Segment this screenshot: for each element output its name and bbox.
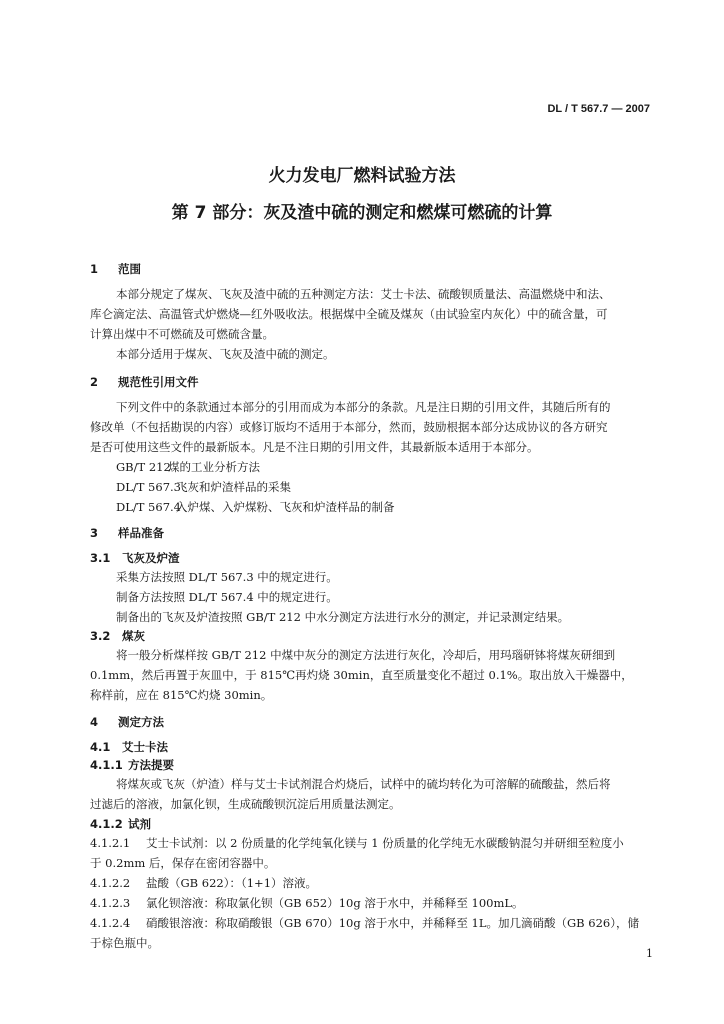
paragraph-line: 本部分规定了煤灰、飞灰及渣中硫的五种测定方法：艾士卡法、硫酸钡质量法、高温燃烧中和法、 bbox=[116, 287, 611, 301]
paragraph-line: 将煤灰或飞灰（炉渣）样与艾士卡试剂混合灼烧后，试样中的硫均转化为可溶解的硫酸盐，然后将 bbox=[116, 777, 611, 791]
clause-item: 4.1.2.1 艾士卡试剂：以 2 份质量的化学纯氧化镁与 1 份质量的化学纯无水碳酸钠混匀并研细至粒度小 bbox=[90, 836, 624, 850]
paragraph-line: 制备出的飞灰及炉渣按照 GB/T 212 中水分测定方法进行水分的测定，并记录测定结果。 bbox=[116, 610, 570, 624]
clause-item: 4.1.2.2 盐酸（GB 622）：（1+1）溶液。 bbox=[90, 876, 318, 890]
section-heading: 2 规范性引用文件 bbox=[90, 375, 199, 389]
section-heading: 3 样品准备 bbox=[90, 526, 164, 540]
reference-item: DL/T 567.3飞灰和炉渣样品的采集 bbox=[116, 480, 291, 494]
subsection-heading: 3.1 飞灰及炉渣 bbox=[90, 551, 180, 565]
paragraph-line: 采集方法按照 DL/T 567.3 中的规定进行。 bbox=[116, 570, 338, 584]
document-subtitle: 第 7 部分：灰及渣中硫的测定和燃煤可燃硫的计算 bbox=[171, 203, 553, 223]
reference-item: DL/T 567.4入炉煤、入炉煤粉、飞灰和炉渣样品的制备 bbox=[116, 500, 395, 514]
paragraph-line: 是否可使用这些文件的最新版本。凡是不注日期的引用文件，其最新版本适用于本部分。 bbox=[90, 440, 539, 454]
page-number: 1 bbox=[646, 947, 653, 960]
paragraph-line: 修改单（不包括勘误的内容）或修订版均不适用于本部分，然而，鼓励根据本部分达成协议的各方研究 bbox=[90, 420, 608, 434]
paragraph-line: 本部分适用于煤灰、飞灰及渣中硫的测定。 bbox=[116, 347, 335, 361]
paragraph-line: 于 0.2mm 后，保存在密闭容器中。 bbox=[90, 856, 276, 870]
subsection-heading: 3.2 煤灰 bbox=[90, 629, 145, 643]
subsection-heading: 4.1 艾士卡法 bbox=[90, 740, 168, 754]
paragraph-line: 称样前，应在 815℃灼烧 30min。 bbox=[90, 688, 273, 702]
paragraph-line: 计算出煤中不可燃硫及可燃硫含量。 bbox=[90, 327, 274, 341]
document-title: 火力发电厂燃料试验方法 bbox=[268, 166, 456, 186]
clause-item: 4.1.2.4 硝酸银溶液：称取硝酸银（GB 670）10g 溶于水中，并稀释至 1L。加几滴硝酸（GB 626），储 bbox=[90, 916, 639, 930]
section-heading: 1 范围 bbox=[90, 262, 141, 276]
subsection-heading: 4.1.1 方法提要 bbox=[90, 758, 174, 772]
paragraph-line: 0.1mm，然后再置于灰皿中，于 815℃再灼烧 30min，直至质量变化不超过 0.1%。取出放入干燥器中， bbox=[90, 668, 633, 682]
clause-item: 4.1.2.3 氯化钡溶液：称取氯化钡（GB 652）10g 溶于水中，并稀释至 100mL。 bbox=[90, 896, 524, 910]
standard-number: DL / T 567.7 — 2007 bbox=[547, 103, 650, 115]
section-heading: 4 测定方法 bbox=[90, 715, 164, 729]
paragraph-line: 制备方法按照 DL/T 567.4 中的规定进行。 bbox=[116, 590, 338, 604]
paragraph-line: 下列文件中的条款通过本部分的引用而成为本部分的条款。凡是注日期的引用文件，其随后所有的 bbox=[116, 400, 611, 414]
reference-item: GB/T 212煤的工业分析方法 bbox=[116, 460, 260, 474]
paragraph-line: 过滤后的溶液，加氯化钡，生成硫酸钡沉淀后用质量法测定。 bbox=[90, 797, 401, 811]
paragraph-line: 于棕色瓶中。 bbox=[90, 936, 159, 950]
paragraph-line: 将一般分析煤样按 GB/T 212 中煤中灰分的测定方法进行灰化，冷却后，用玛瑙研钵将煤灰研细到 bbox=[116, 648, 616, 662]
subsection-heading: 4.1.2 试剂 bbox=[90, 817, 151, 831]
paragraph-line: 库仑滴定法、高温管式炉燃烧—红外吸收法。根据煤中全硫及煤灰（由试验室内灰化）中的硫含量，可 bbox=[90, 307, 608, 321]
